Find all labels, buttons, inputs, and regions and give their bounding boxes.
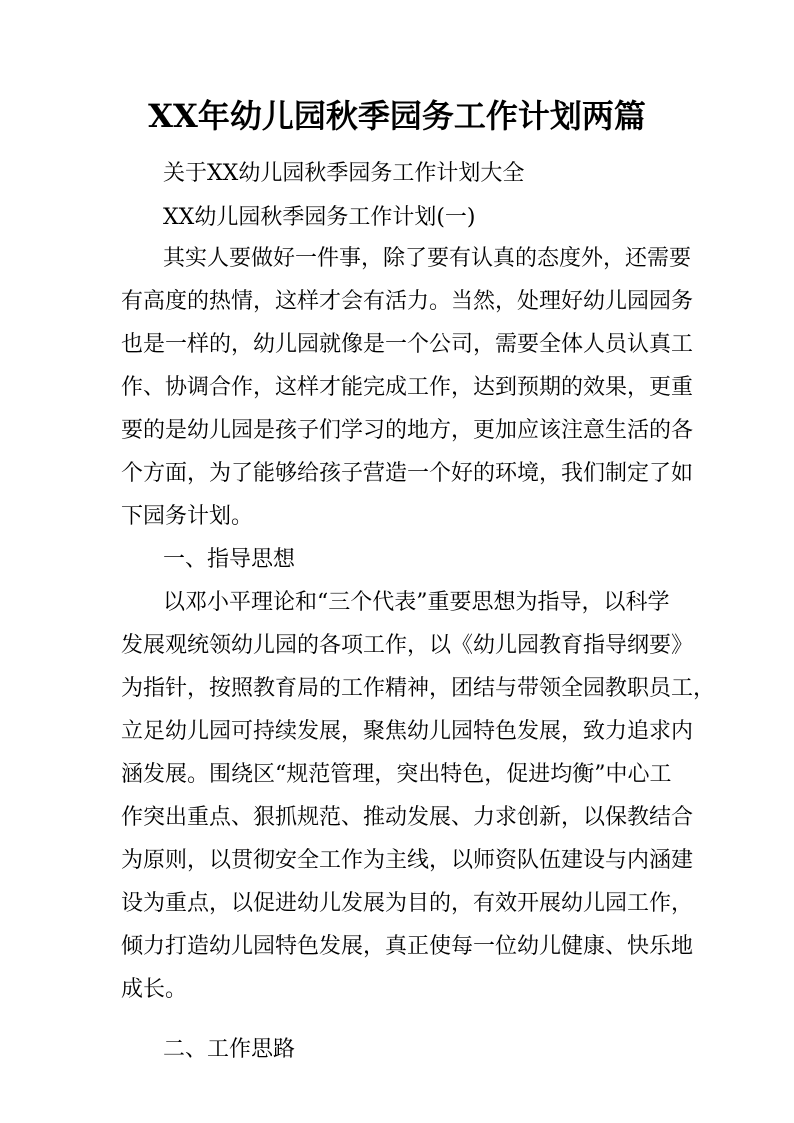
document-title: XX年幼儿园秋季园务工作计划两篇 <box>148 97 646 135</box>
heading-work-approach: 二、工作思路 <box>163 1037 296 1062</box>
subtitle: 关于XX幼儿园秋季园务工作计划大全 <box>163 161 525 186</box>
paragraph-line: 倾力打造幼儿园特色发展，真正使每一位幼儿健康、快乐地 <box>121 934 694 959</box>
paragraph-line: 个方面，为了能够给孩子营造一个好的环境，我们制定了如 <box>121 461 694 486</box>
paragraph-line: 作突出重点、狠抓规范、推动发展、力求创新，以保教结合 <box>121 805 694 830</box>
paragraph-line: 发展观统领幼儿园的各项工作，以《幼儿园教育指导纲要》 <box>121 633 694 658</box>
paragraph-line: 为原则，以贯彻安全工作为主线，以师资队伍建设与内涵建 <box>121 848 694 873</box>
paragraph-line: 成长。 <box>121 977 188 1002</box>
paragraph-line: 立足幼儿园可持续发展，聚焦幼儿园特色发展，致力追求内 <box>121 719 694 744</box>
paragraph-line: 以邓小平理论和“三个代表”重要思想为指导，以科学 <box>163 590 670 615</box>
paragraph-line: 为指针，按照教育局的工作精神，团结与带领全园教职员工， <box>121 676 716 701</box>
paragraph-line: 也是一样的，幼儿园就像是一个公司，需要全体人员认真工 <box>121 332 694 357</box>
paragraph-line: 作、协调合作，这样才能完成工作，达到预期的效果，更重 <box>121 375 694 400</box>
section-heading: XX幼儿园秋季园务工作计划(一) <box>163 205 476 230</box>
heading-guiding-thought: 一、指导思想 <box>163 547 296 572</box>
paragraph-line: 下园务计划。 <box>121 504 254 529</box>
paragraph-line: 有高度的热情，这样才会有活力。当然，处理好幼儿园园务 <box>121 289 694 314</box>
paragraph-line: 涵发展。围绕区“规范管理，突出特色，促进均衡”中心工 <box>121 762 672 787</box>
paragraph-line: 其实人要做好一件事，除了要有认真的态度外，还需要 <box>163 246 692 271</box>
paragraph-line: 要的是幼儿园是孩子们学习的地方，更加应该注意生活的各 <box>121 418 694 443</box>
paragraph-line: 设为重点，以促进幼儿发展为目的，有效开展幼儿园工作， <box>121 891 694 916</box>
